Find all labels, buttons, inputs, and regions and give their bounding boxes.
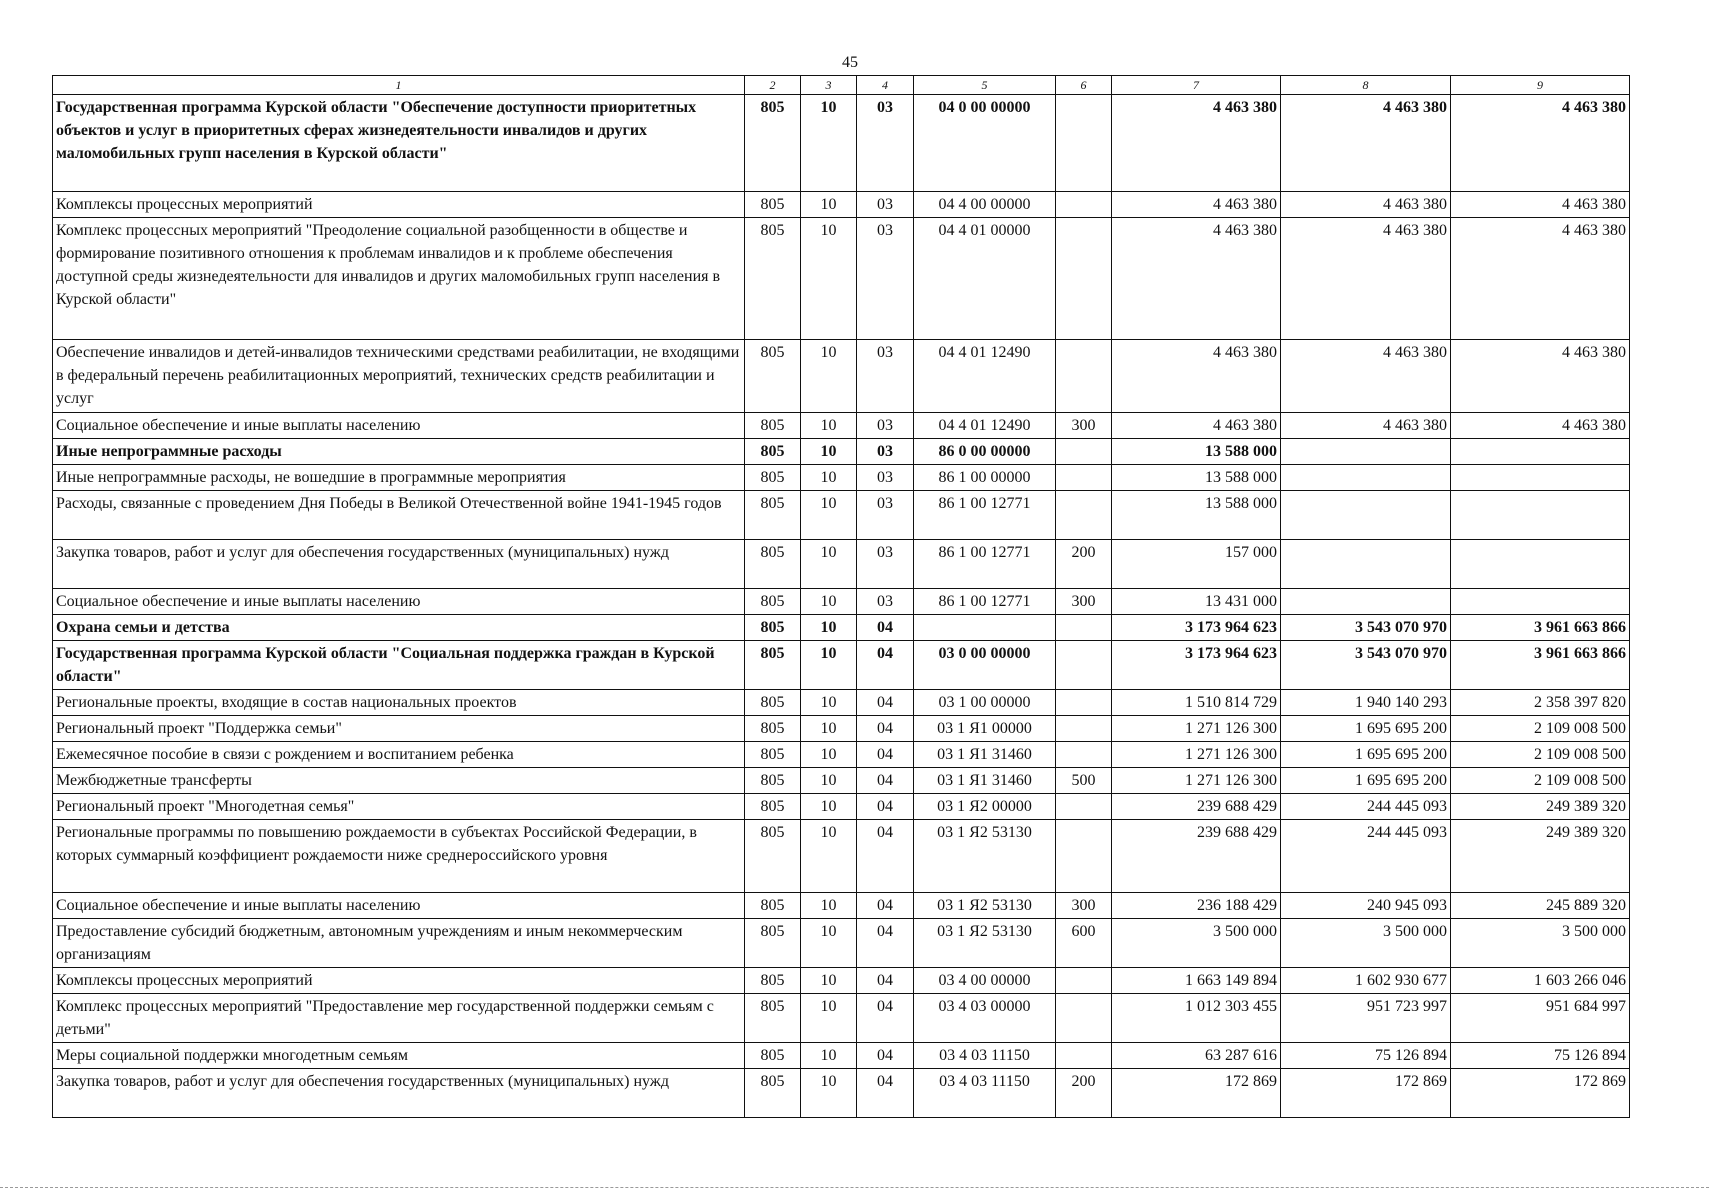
row-amount-3-cell: 4 463 380 — [1451, 95, 1630, 192]
row-section-cell: 10 — [801, 768, 857, 794]
row-name-cell: Закупка товаров, работ и услуг для обеспечения государственных (муниципальных) нужд — [53, 540, 745, 589]
row-amount-1-cell: 13 588 000 — [1112, 439, 1281, 465]
row-amount-3-cell: 4 463 380 — [1451, 192, 1630, 218]
row-amount-2-cell: 1 940 140 293 — [1281, 690, 1451, 716]
row-expense-type-cell: 300 — [1056, 413, 1112, 439]
row-amount-1-cell: 4 463 380 — [1112, 192, 1281, 218]
row-admin-code-cell: 805 — [745, 192, 801, 218]
row-admin-code-cell: 805 — [745, 690, 801, 716]
row-amount-3-cell — [1451, 589, 1630, 615]
table-row — [53, 768, 1630, 794]
table-row — [53, 540, 1630, 589]
row-name-cell: Государственная программа Курской области "Обеспечение доступности приоритетных объектов и услуг в приоритетных сферах жизнедеятельности инвалидов и других маломобильных групп населения в Курской области" — [53, 95, 745, 192]
table-row — [53, 820, 1630, 893]
row-amount-3-cell: 2 109 008 500 — [1451, 716, 1630, 742]
row-amount-2-cell: 4 463 380 — [1281, 95, 1451, 192]
row-expense-type-cell — [1056, 1043, 1112, 1069]
table-row — [53, 919, 1630, 968]
row-amount-1-cell: 4 463 380 — [1112, 218, 1281, 340]
row-amount-2-cell — [1281, 589, 1451, 615]
row-amount-2-cell: 4 463 380 — [1281, 413, 1451, 439]
row-amount-2-cell — [1281, 491, 1451, 540]
row-target-article-cell: 03 1 Я2 53130 — [914, 893, 1056, 919]
row-expense-type-cell: 200 — [1056, 1069, 1112, 1118]
row-subsection-cell: 03 — [857, 439, 914, 465]
row-amount-3-cell: 4 463 380 — [1451, 413, 1630, 439]
table-row — [53, 742, 1630, 768]
row-subsection-cell: 03 — [857, 589, 914, 615]
row-admin-code-cell: 805 — [745, 768, 801, 794]
row-amount-2-cell: 75 126 894 — [1281, 1043, 1451, 1069]
row-amount-3-cell: 245 889 320 — [1451, 893, 1630, 919]
row-subsection-cell: 04 — [857, 1069, 914, 1118]
row-subsection-cell: 04 — [857, 820, 914, 893]
table-row — [53, 690, 1630, 716]
row-amount-3-cell: 2 358 397 820 — [1451, 690, 1630, 716]
table-row — [53, 994, 1630, 1043]
row-subsection-cell: 04 — [857, 968, 914, 994]
row-section-cell: 10 — [801, 413, 857, 439]
row-target-article-cell: 03 0 00 00000 — [914, 641, 1056, 690]
row-expense-type-cell: 200 — [1056, 540, 1112, 589]
row-name-cell: Закупка товаров, работ и услуг для обеспечения государственных (муниципальных) нужд — [53, 1069, 745, 1118]
table-row — [53, 794, 1630, 820]
row-expense-type-cell — [1056, 491, 1112, 540]
row-target-article-cell: 04 4 01 12490 — [914, 340, 1056, 413]
row-admin-code-cell: 805 — [745, 820, 801, 893]
row-amount-3-cell: 4 463 380 — [1451, 218, 1630, 340]
row-subsection-cell: 03 — [857, 413, 914, 439]
table-row — [53, 893, 1630, 919]
row-section-cell: 10 — [801, 218, 857, 340]
row-expense-type-cell: 600 — [1056, 919, 1112, 968]
row-name-cell: Обеспечение инвалидов и детей-инвалидов техническими средствами реабилитации, не входящими в федеральный перечень реабилитационных мероприятий, технических средств реабилитации и услуг — [53, 340, 745, 413]
table-row — [53, 968, 1630, 994]
budget-table — [52, 75, 1630, 1118]
row-amount-1-cell: 236 188 429 — [1112, 893, 1281, 919]
row-amount-2-cell: 4 463 380 — [1281, 192, 1451, 218]
row-section-cell: 10 — [801, 589, 857, 615]
row-amount-3-cell: 3 961 663 866 — [1451, 641, 1630, 690]
row-expense-type-cell — [1056, 690, 1112, 716]
table-row — [53, 491, 1630, 540]
row-expense-type-cell: 300 — [1056, 589, 1112, 615]
row-section-cell: 10 — [801, 641, 857, 690]
row-target-article-cell: 03 4 03 00000 — [914, 994, 1056, 1043]
row-amount-3-cell: 2 109 008 500 — [1451, 768, 1630, 794]
row-subsection-cell: 03 — [857, 192, 914, 218]
row-target-article-cell: 03 1 Я2 53130 — [914, 919, 1056, 968]
row-amount-1-cell: 157 000 — [1112, 540, 1281, 589]
row-expense-type-cell — [1056, 641, 1112, 690]
row-admin-code-cell: 805 — [745, 491, 801, 540]
table-row — [53, 439, 1630, 465]
row-expense-type-cell — [1056, 192, 1112, 218]
row-section-cell: 10 — [801, 690, 857, 716]
row-subsection-cell: 03 — [857, 465, 914, 491]
row-amount-1-cell: 4 463 380 — [1112, 413, 1281, 439]
table-row — [53, 589, 1630, 615]
row-name-cell: Охрана семьи и детства — [53, 615, 745, 641]
row-amount-3-cell: 951 684 997 — [1451, 994, 1630, 1043]
row-name-cell: Предоставление субсидий бюджетным, автономным учреждениям и иным некоммерческим организациям — [53, 919, 745, 968]
row-name-cell: Иные непрограммные расходы — [53, 439, 745, 465]
row-amount-3-cell — [1451, 491, 1630, 540]
row-section-cell: 10 — [801, 820, 857, 893]
row-expense-type-cell — [1056, 820, 1112, 893]
row-target-article-cell: 03 4 00 00000 — [914, 968, 1056, 994]
row-amount-1-cell: 1 012 303 455 — [1112, 994, 1281, 1043]
table-row — [53, 1043, 1630, 1069]
row-target-article-cell — [914, 615, 1056, 641]
row-name-cell: Комплексы процессных мероприятий — [53, 192, 745, 218]
row-admin-code-cell: 805 — [745, 589, 801, 615]
row-section-cell: 10 — [801, 794, 857, 820]
row-subsection-cell: 04 — [857, 1043, 914, 1069]
page-number: 45 — [842, 54, 858, 71]
row-section-cell: 10 — [801, 340, 857, 413]
row-target-article-cell: 03 1 Я1 31460 — [914, 742, 1056, 768]
row-subsection-cell: 03 — [857, 95, 914, 192]
row-subsection-cell: 03 — [857, 540, 914, 589]
row-target-article-cell: 86 0 00 00000 — [914, 439, 1056, 465]
row-amount-2-cell: 1 695 695 200 — [1281, 768, 1451, 794]
row-admin-code-cell: 805 — [745, 218, 801, 340]
row-subsection-cell: 03 — [857, 491, 914, 540]
table-row — [53, 340, 1630, 413]
row-subsection-cell: 04 — [857, 768, 914, 794]
row-amount-2-cell: 4 463 380 — [1281, 340, 1451, 413]
table-row — [53, 615, 1630, 641]
row-expense-type-cell: 500 — [1056, 768, 1112, 794]
row-amount-1-cell: 13 431 000 — [1112, 589, 1281, 615]
row-subsection-cell: 03 — [857, 218, 914, 340]
header-row — [53, 76, 1630, 95]
row-target-article-cell: 86 1 00 12771 — [914, 540, 1056, 589]
row-admin-code-cell: 805 — [745, 994, 801, 1043]
row-amount-1-cell: 4 463 380 — [1112, 340, 1281, 413]
row-expense-type-cell — [1056, 742, 1112, 768]
table-row — [53, 465, 1630, 491]
row-subsection-cell: 03 — [857, 340, 914, 413]
row-admin-code-cell: 805 — [745, 413, 801, 439]
row-target-article-cell: 04 4 01 00000 — [914, 218, 1056, 340]
row-amount-1-cell: 13 588 000 — [1112, 491, 1281, 540]
row-expense-type-cell — [1056, 465, 1112, 491]
row-section-cell: 10 — [801, 919, 857, 968]
row-amount-1-cell: 239 688 429 — [1112, 820, 1281, 893]
row-section-cell: 10 — [801, 994, 857, 1043]
row-amount-2-cell — [1281, 465, 1451, 491]
row-amount-1-cell: 4 463 380 — [1112, 95, 1281, 192]
row-name-cell: Расходы, связанные с проведением Дня Победы в Великой Отечественной войне 1941-1945 годов — [53, 491, 745, 540]
row-admin-code-cell: 805 — [745, 893, 801, 919]
table-row — [53, 413, 1630, 439]
row-admin-code-cell: 805 — [745, 615, 801, 641]
table-row — [53, 218, 1630, 340]
row-amount-1-cell: 1 510 814 729 — [1112, 690, 1281, 716]
row-expense-type-cell — [1056, 615, 1112, 641]
row-target-article-cell: 04 4 00 00000 — [914, 192, 1056, 218]
row-admin-code-cell: 805 — [745, 794, 801, 820]
row-amount-3-cell: 3 500 000 — [1451, 919, 1630, 968]
row-section-cell: 10 — [801, 192, 857, 218]
row-amount-1-cell: 3 173 964 623 — [1112, 641, 1281, 690]
table-row — [53, 192, 1630, 218]
row-name-cell: Комплекс процессных мероприятий "Предоставление мер государственной поддержки семьям с детьми" — [53, 994, 745, 1043]
row-amount-2-cell: 1 695 695 200 — [1281, 742, 1451, 768]
row-expense-type-cell — [1056, 994, 1112, 1043]
row-amount-1-cell: 1 271 126 300 — [1112, 742, 1281, 768]
row-section-cell: 10 — [801, 968, 857, 994]
row-admin-code-cell: 805 — [745, 95, 801, 192]
table-row — [53, 641, 1630, 690]
row-target-article-cell: 03 4 03 11150 — [914, 1043, 1056, 1069]
header-cell-4: 4 — [857, 76, 914, 95]
row-name-cell: Меры социальной поддержки многодетным семьям — [53, 1043, 745, 1069]
row-amount-2-cell: 951 723 997 — [1281, 994, 1451, 1043]
row-name-cell: Иные непрограммные расходы, не вошедшие в программные мероприятия — [53, 465, 745, 491]
row-name-cell: Социальное обеспечение и иные выплаты населению — [53, 893, 745, 919]
row-amount-2-cell — [1281, 540, 1451, 589]
row-amount-3-cell: 3 961 663 866 — [1451, 615, 1630, 641]
row-expense-type-cell — [1056, 794, 1112, 820]
row-admin-code-cell: 805 — [745, 439, 801, 465]
row-section-cell: 10 — [801, 439, 857, 465]
row-subsection-cell: 04 — [857, 690, 914, 716]
row-admin-code-cell: 805 — [745, 968, 801, 994]
row-name-cell: Региональный проект "Поддержка семьи" — [53, 716, 745, 742]
row-subsection-cell: 04 — [857, 641, 914, 690]
table-body — [53, 95, 1630, 1118]
row-expense-type-cell — [1056, 340, 1112, 413]
row-admin-code-cell: 805 — [745, 1043, 801, 1069]
row-amount-2-cell: 1 695 695 200 — [1281, 716, 1451, 742]
header-cell-5: 5 — [914, 76, 1056, 95]
row-admin-code-cell: 805 — [745, 465, 801, 491]
row-subsection-cell: 04 — [857, 893, 914, 919]
row-amount-2-cell: 240 945 093 — [1281, 893, 1451, 919]
row-target-article-cell: 03 1 Я1 31460 — [914, 768, 1056, 794]
row-amount-2-cell: 1 602 930 677 — [1281, 968, 1451, 994]
row-section-cell: 10 — [801, 465, 857, 491]
row-amount-1-cell: 172 869 — [1112, 1069, 1281, 1118]
row-admin-code-cell: 805 — [745, 641, 801, 690]
row-amount-1-cell: 3 500 000 — [1112, 919, 1281, 968]
row-amount-1-cell: 1 271 126 300 — [1112, 768, 1281, 794]
row-target-article-cell: 86 1 00 12771 — [914, 491, 1056, 540]
row-target-article-cell: 03 4 03 11150 — [914, 1069, 1056, 1118]
row-section-cell: 10 — [801, 615, 857, 641]
row-amount-1-cell: 1 271 126 300 — [1112, 716, 1281, 742]
row-amount-1-cell: 63 287 616 — [1112, 1043, 1281, 1069]
row-amount-1-cell: 1 663 149 894 — [1112, 968, 1281, 994]
row-amount-2-cell: 244 445 093 — [1281, 794, 1451, 820]
row-section-cell: 10 — [801, 95, 857, 192]
row-section-cell: 10 — [801, 1069, 857, 1118]
row-target-article-cell: 86 1 00 00000 — [914, 465, 1056, 491]
row-expense-type-cell — [1056, 968, 1112, 994]
row-amount-3-cell: 4 463 380 — [1451, 340, 1630, 413]
page-bottom-divider — [0, 1187, 1709, 1188]
row-section-cell: 10 — [801, 491, 857, 540]
row-amount-3-cell — [1451, 439, 1630, 465]
table-row — [53, 1069, 1630, 1118]
row-amount-3-cell: 75 126 894 — [1451, 1043, 1630, 1069]
row-subsection-cell: 04 — [857, 994, 914, 1043]
row-target-article-cell: 86 1 00 12771 — [914, 589, 1056, 615]
row-name-cell: Социальное обеспечение и иные выплаты населению — [53, 589, 745, 615]
row-amount-1-cell: 239 688 429 — [1112, 794, 1281, 820]
row-admin-code-cell: 805 — [745, 540, 801, 589]
row-amount-2-cell: 3 500 000 — [1281, 919, 1451, 968]
table-row — [53, 716, 1630, 742]
row-admin-code-cell: 805 — [745, 919, 801, 968]
row-subsection-cell: 04 — [857, 742, 914, 768]
row-name-cell: Ежемесячное пособие в связи с рождением и воспитанием ребенка — [53, 742, 745, 768]
header-cell-8: 8 — [1281, 76, 1451, 95]
row-name-cell: Комплекс процессных мероприятий "Преодоление социальной разобщенности в обществе и формирование позитивного отношения к проблемам инвалидов и к проблеме обеспечения доступной среды жизнедеятельности для инвалидов и других маломобильных групп населения в Курской области" — [53, 218, 745, 340]
row-admin-code-cell: 805 — [745, 716, 801, 742]
row-target-article-cell: 04 4 01 12490 — [914, 413, 1056, 439]
row-name-cell: Межбюджетные трансферты — [53, 768, 745, 794]
row-amount-3-cell: 172 869 — [1451, 1069, 1630, 1118]
row-section-cell: 10 — [801, 716, 857, 742]
row-amount-2-cell: 3 543 070 970 — [1281, 615, 1451, 641]
row-subsection-cell: 04 — [857, 919, 914, 968]
row-admin-code-cell: 805 — [745, 1069, 801, 1118]
row-admin-code-cell: 805 — [745, 340, 801, 413]
row-expense-type-cell — [1056, 439, 1112, 465]
table-row — [53, 95, 1630, 192]
row-expense-type-cell — [1056, 95, 1112, 192]
row-section-cell: 10 — [801, 742, 857, 768]
row-subsection-cell: 04 — [857, 794, 914, 820]
row-target-article-cell: 03 1 Я2 00000 — [914, 794, 1056, 820]
row-target-article-cell: 03 1 Я2 53130 — [914, 820, 1056, 893]
row-name-cell: Комплексы процессных мероприятий — [53, 968, 745, 994]
row-amount-1-cell: 3 173 964 623 — [1112, 615, 1281, 641]
row-amount-2-cell: 4 463 380 — [1281, 218, 1451, 340]
header-cell-2: 2 — [745, 76, 801, 95]
header-cell-1: 1 — [53, 76, 745, 95]
row-expense-type-cell: 300 — [1056, 893, 1112, 919]
header-cell-9: 9 — [1451, 76, 1630, 95]
row-target-article-cell: 04 0 00 00000 — [914, 95, 1056, 192]
row-amount-1-cell: 13 588 000 — [1112, 465, 1281, 491]
row-name-cell: Региональные программы по повышению рождаемости в субъектах Российской Федерации, в которых суммарный коэффициент рождаемости ниже среднероссийского уровня — [53, 820, 745, 893]
row-amount-3-cell: 249 389 320 — [1451, 820, 1630, 893]
row-amount-2-cell: 172 869 — [1281, 1069, 1451, 1118]
row-amount-3-cell: 249 389 320 — [1451, 794, 1630, 820]
header-cell-3: 3 — [801, 76, 857, 95]
row-amount-2-cell — [1281, 439, 1451, 465]
row-expense-type-cell — [1056, 218, 1112, 340]
row-amount-3-cell: 1 603 266 046 — [1451, 968, 1630, 994]
row-section-cell: 10 — [801, 540, 857, 589]
row-subsection-cell: 04 — [857, 716, 914, 742]
row-section-cell: 10 — [801, 893, 857, 919]
row-amount-2-cell: 244 445 093 — [1281, 820, 1451, 893]
header-cell-6: 6 — [1056, 76, 1112, 95]
row-amount-3-cell — [1451, 465, 1630, 491]
row-name-cell: Социальное обеспечение и иные выплаты населению — [53, 413, 745, 439]
row-subsection-cell: 04 — [857, 615, 914, 641]
header-cell-7: 7 — [1112, 76, 1281, 95]
row-amount-3-cell — [1451, 540, 1630, 589]
row-name-cell: Государственная программа Курской области "Социальная поддержка граждан в Курской области" — [53, 641, 745, 690]
row-target-article-cell: 03 1 Я1 00000 — [914, 716, 1056, 742]
row-name-cell: Региональные проекты, входящие в состав национальных проектов — [53, 690, 745, 716]
row-name-cell: Региональный проект "Многодетная семья" — [53, 794, 745, 820]
row-target-article-cell: 03 1 00 00000 — [914, 690, 1056, 716]
row-admin-code-cell: 805 — [745, 742, 801, 768]
row-expense-type-cell — [1056, 716, 1112, 742]
row-amount-3-cell: 2 109 008 500 — [1451, 742, 1630, 768]
row-section-cell: 10 — [801, 1043, 857, 1069]
row-amount-2-cell: 3 543 070 970 — [1281, 641, 1451, 690]
